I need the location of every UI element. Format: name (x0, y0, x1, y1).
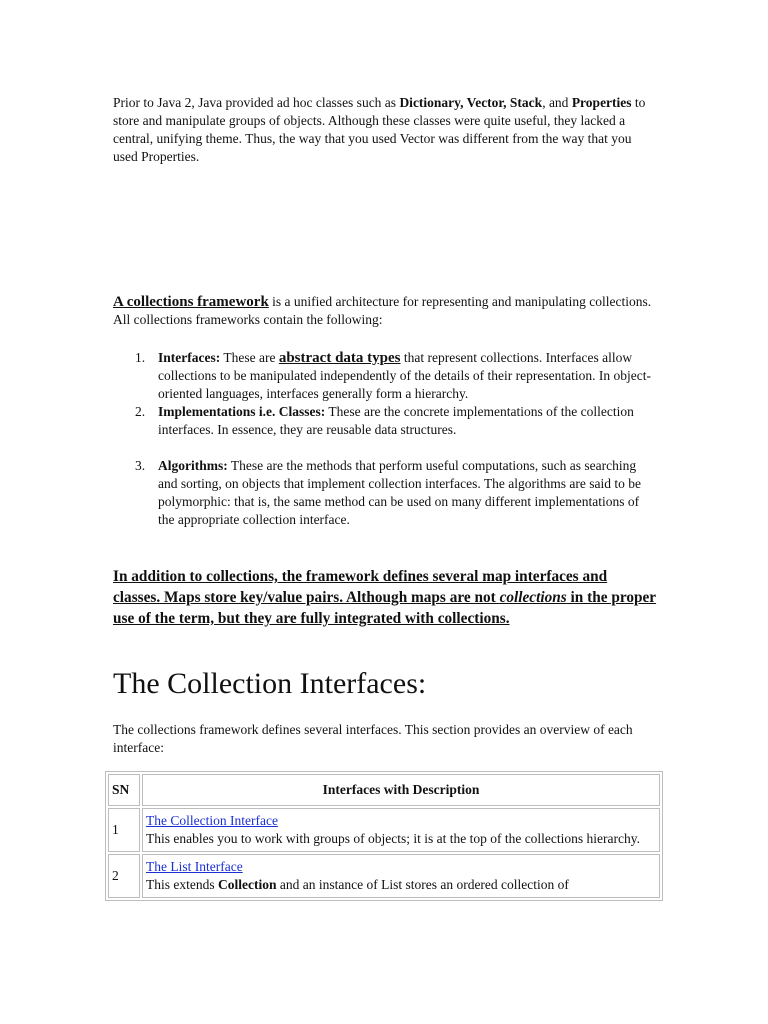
item-label: Implementations i.e. Classes: (158, 404, 326, 419)
intro-text: , and (542, 95, 572, 110)
list-interface-link[interactable]: The List Interface (146, 859, 243, 874)
section-heading: The Collection Interfaces: (113, 667, 427, 700)
item-text: These are (220, 350, 279, 365)
intro-paragraph (113, 94, 653, 166)
description-header: Interfaces with Description (142, 774, 660, 806)
list-item (113, 349, 658, 403)
sn-cell: 1 (108, 808, 140, 852)
map-note (113, 566, 658, 629)
intro-text: to store and manipulate groups of objects. Although these classes were quite useful, they lacked a central, unifying theme. Thus, the way that you used Vector was different from the way that you used Properties. (113, 95, 646, 164)
table-row (108, 808, 660, 852)
description-text: This extends (146, 877, 218, 892)
note-text: in the proper use of the term, but they are fully integrated with collections. (113, 589, 657, 627)
note-emphasis: collections (499, 589, 567, 606)
sn-cell: 2 (108, 854, 140, 898)
list-item (113, 457, 658, 529)
table-header-row (108, 774, 660, 806)
description-bold: Collection (218, 877, 277, 892)
item-text: that represent collections. Interfaces allow collections to be manipulated independently of the details of their representation. In object-oriented languages, interfaces generally form a hierarchy. (158, 350, 651, 401)
list-number: 2. (135, 404, 146, 419)
item-text: These are the concrete implementations of the collection interfaces. In essence, they are reusable data structures. (158, 404, 634, 437)
item-text: These are the methods that perform useful computations, such as searching and sorting, on objects that implement collection interfaces. The algorithms are said to be polymorphic: that is, the same method can be used on many different implementations of the appropriate collection interface. (158, 458, 641, 527)
description-text: This enables you to work with groups of objects; it is at the top of the collections hierarchy. (146, 831, 641, 846)
framework-text: is a unified architecture for representing and manipulating collections. All collections frameworks contain the following: (113, 294, 652, 327)
framework-lead: A collections framework (113, 294, 269, 310)
framework-paragraph (113, 293, 658, 329)
item-label: Interfaces: (158, 350, 221, 365)
list-number: 1. (135, 350, 146, 365)
table-row (108, 854, 660, 898)
interfaces-table (105, 771, 663, 901)
intro-text: Prior to Java 2, Java provided ad hoc classes such as (113, 95, 400, 110)
intro-classes-bold: Dictionary, Vector, Stack (399, 95, 543, 110)
description-text: and an instance of List stores an ordered collection of (276, 877, 569, 892)
sn-header: SN (108, 774, 140, 806)
list-number: 3. (135, 458, 146, 473)
collection-interface-link[interactable]: The Collection Interface (146, 813, 278, 828)
abstract-data-types-term: abstract data types (278, 350, 401, 366)
framework-components-list (113, 349, 658, 529)
item-label: Algorithms: (158, 458, 228, 473)
section-intro: The collections framework defines several interfaces. This section provides an overview of each interface: (113, 722, 633, 755)
description-cell (142, 854, 660, 898)
intro-properties-bold: Properties (571, 95, 632, 110)
list-item (113, 403, 658, 439)
description-cell (142, 808, 660, 852)
note-text: In addition to collections, the framework defines several map interfaces and classes. Maps store key/value pairs. Although maps are not (113, 568, 608, 606)
